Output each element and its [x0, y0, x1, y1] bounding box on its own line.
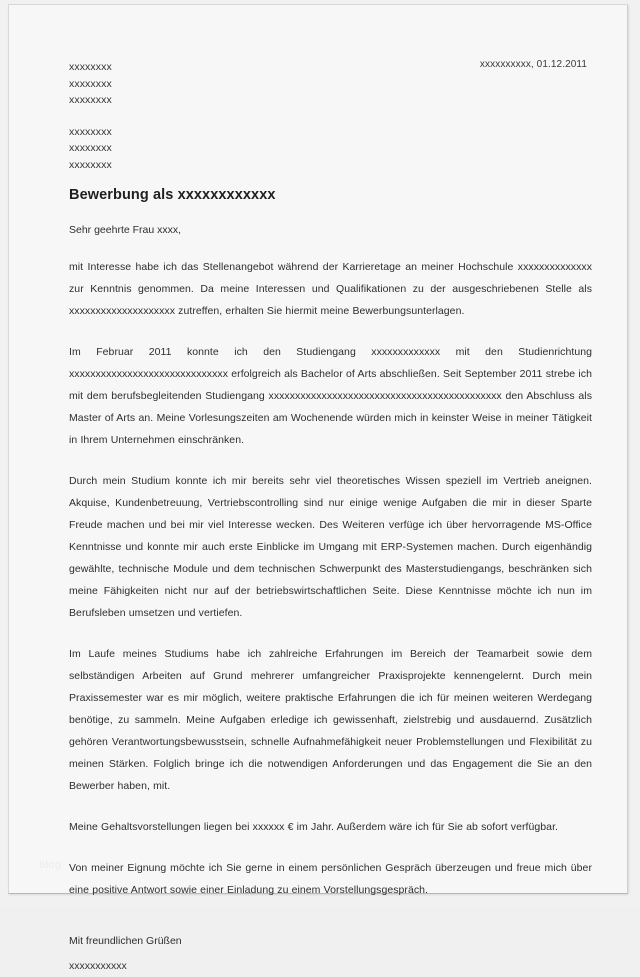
- sender-address-line-1: xxxxxxxx: [69, 61, 112, 73]
- sender-address-line-2: xxxxxxxx: [69, 77, 112, 90]
- document-content: [57, 53, 593, 977]
- closing-block: [69, 930, 593, 977]
- body-paragraph-3: Durch mein Studium konnte ich mir bereits sehr viel theoretisches Wissen speziell im Vertrieb aneignen. Akquise, Kundenbetreuung, Vertriebscontrolling sind nur einige wenige Aufgaben die mir in dieser Sparte Freude machen und bei mir viel Interesse wecken. Des Weiteren verfüge ich über hervorragende MS-Office Kenntnisse und konnte mir auch erste Einblicke im Umgang mit ERP-Systemen machen. Durch eigenhändig gewählte, technische Module und dem technischen Schwerpunkt des Masterstudiengangs, beschränken sich meine Fähigkeiten nicht nur auf der betriebswirtschaftlichen Seite. Diese Kenntnisse möchte ich nun im Berufsleben umsetzen und vertiefen.: [69, 475, 592, 619]
- signature-name: xxxxxxxxxxx: [69, 960, 127, 972]
- recipient-address-line-3: xxxxxxxx: [69, 158, 112, 171]
- watermark: blog: [39, 859, 62, 871]
- body-paragraph-5: Meine Gehaltsvorstellungen liegen bei xxxxxx € im Jahr. Außerdem wäre ich für Sie ab sofort verfügbar.: [69, 821, 559, 833]
- place-and-date: xxxxxxxxxx, 01.12.2011: [479, 59, 587, 70]
- body-paragraph-6: Von meiner Eignung möchte ich Sie gerne in einem persönlichen Gespräch überzeugen und freue mich über eine positive Antwort sowie einer Einladung zu einem Vorstellungsgespräch.: [69, 862, 592, 896]
- address-blocks: [69, 59, 112, 173]
- body-paragraph-4: Im Laufe meines Studiums habe ich zahlreiche Erfahrungen im Bereich der Teamarbeit sowie dem selbständigen Arbeiten auf Grund mehrerer umfangreicher Praxisprojekte kennengelernt. Durch mein Praxissemester war es mir möglich, weitere praktische Erfahrungen die ich für meinen weiteren Werdegang benötige, zu sammeln. Meine Aufgaben erledige ich gewissenhaft, zielstrebig und ausdauernd. Zusätzlich gehören Verantwortungsbewusstsein, schnelle Aufnahmefähigkeit neuer Problemstellungen und Flexibilität zu meinen Stärken. Folglich bringe ich die notwendigen Anforderungen und das Engagement die Sie an den Bewerber haben, mit.: [69, 648, 592, 792]
- address-spacer: [69, 109, 112, 124]
- sender-address-line-3: xxxxxxxx: [69, 94, 112, 106]
- letter-header: [57, 53, 593, 171]
- body-paragraph-1: mit Interesse habe ich das Stellenangebot während der Karrieretage an meiner Hochschule xxxxxxxxxxxxxx zur Kenntnis genommen. Da meine Interessen und Qualifikationen zu der ausgeschriebenen Stelle als xxxxxxxxxxxxxxxxxxxx zutreffen, erhalten Sie hiermit meine Bewerbungsunterlagen.: [69, 261, 592, 317]
- salutation: Sehr geehrte Frau xxxx,: [69, 224, 182, 236]
- body-paragraph-2: Im Februar 2011 konnte ich den Studiengang xxxxxxxxxxxxx mit den Studienrichtung xxxxxxxxxxxxxxxxxxxxxxxxxxxxxx erfolgreich als Bachelor of Arts abschließen. Seit September 2011 strebe ich mit dem berufsbegleitenden Studiengang xxxxxxxxxxxxxxxxxxxxxxxxxxxxxxxxxxxxxxxxxxxx den Abschluss als Master of Arts an. Meine Vorlesungszeiten am Wochenende würden mich in keinster Weise in meiner Tätigkeit in Ihrem Unternehmen einschränken.: [69, 346, 592, 446]
- recipient-address-line-2: xxxxxxxx: [69, 142, 112, 154]
- closing-phrase: Mit freundlichen Grüßen: [69, 935, 182, 947]
- recipient-address-line-1: xxxxxxxx: [69, 125, 112, 138]
- subject-heading: Bewerbung als xxxxxxxxxxxx: [69, 187, 276, 203]
- letter-body: [69, 256, 592, 901]
- document-sheet: [8, 4, 628, 972]
